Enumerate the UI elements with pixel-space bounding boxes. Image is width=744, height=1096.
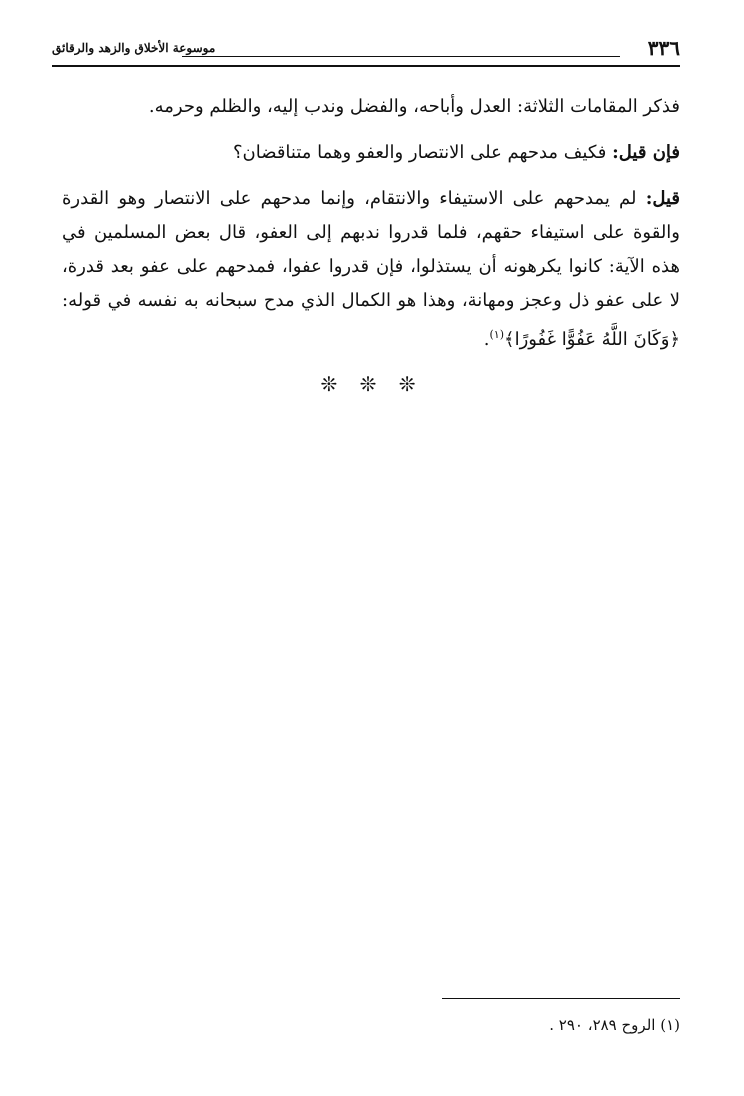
paragraph-3-text: لم يمدحهم على الاستيفاء والانتقام، وإنما مدحهم على الانتصار وهو القدرة والقوة على استيفاء حقهم، فلما قدروا ندبهم إلى العفو، قال بعض المسلمين في هذه الآية: كانوا يكرهونه أن يستذلوا، فإن قدروا عفوا، فمدحهم على عفو بعد قدرة، لا على عفو ذل وعجز ومهانة، وهذا هو الكمال الذي مدح سبحانه به نفسه في قوله:	[62, 188, 680, 311]
paragraph-3-lead: قيل:	[645, 188, 680, 209]
running-title: موسوعة الأخلاق والزهد والرقائق	[52, 41, 216, 55]
footnote-reference: (١)	[489, 328, 505, 341]
section-separator: ❊ ❊ ❊	[320, 372, 424, 396]
quran-quote: ﴿وَكَانَ اللَّهُ عَفُوًّا غَفُورًا﴾	[504, 329, 680, 350]
paragraph-2-text: فكيف مدحهم على الانتصار والعفو وهما متناقضان؟	[232, 142, 613, 163]
header-divider	[182, 56, 620, 57]
paragraph-2-lead: فإن قيل:	[612, 142, 680, 163]
paragraph-2	[62, 136, 680, 170]
paragraph-3-end: .	[483, 329, 490, 350]
footnote-rule	[442, 998, 680, 999]
page-number: ٣٣٦	[647, 36, 680, 60]
paragraph-3	[62, 182, 680, 357]
footnote: (١) الروح ٢٨٩، ٢٩٠ .	[549, 1016, 680, 1034]
paragraph-1	[62, 90, 680, 124]
page-header	[52, 34, 680, 66]
header-rule	[52, 65, 680, 67]
paragraph-1-text: فذكر المقامات الثلاثة: العدل وأباحه، والفضل وندب إليه، والظلم وحرمه.	[148, 96, 680, 117]
main-text	[62, 90, 680, 369]
